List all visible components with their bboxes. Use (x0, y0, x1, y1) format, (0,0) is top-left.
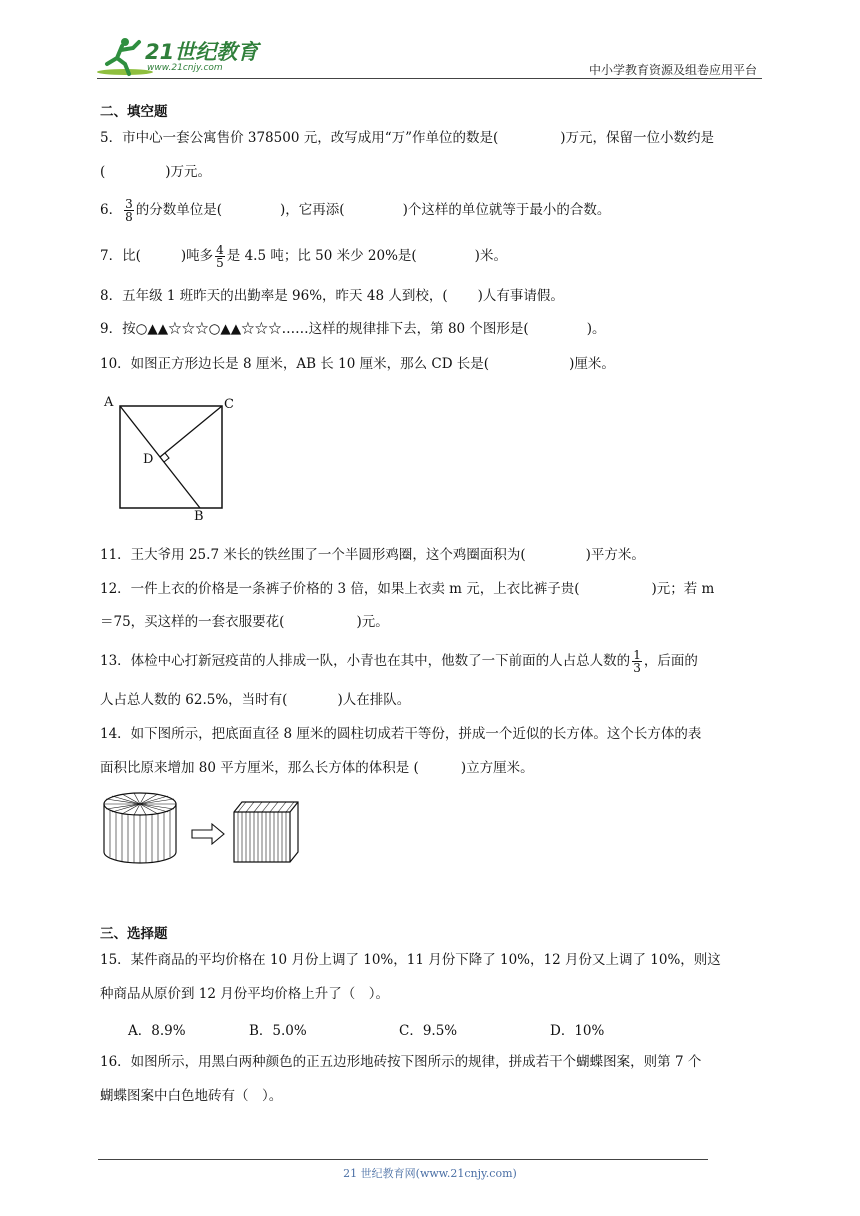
header-divider (97, 78, 762, 79)
q13-fraction (632, 649, 642, 674)
q5-text-d: )万元。 (165, 164, 212, 180)
question-11 (100, 545, 645, 565)
question-12-line2 (100, 612, 389, 632)
q14-text-a: 面积比原来增加 80 平方厘米，那么长方体的体积是 ( (100, 760, 419, 776)
q13-text-b: ，后面的 (643, 653, 698, 669)
q11-text-b: )平方米。 (585, 547, 645, 563)
q7-fraction (215, 244, 225, 269)
q9-text-b: )。 (586, 321, 606, 337)
q6-number: 6． (100, 202, 123, 218)
label-b: B (194, 509, 204, 524)
q7-text-a: 7．比( (100, 248, 141, 264)
q7-text-d: )米。 (474, 248, 507, 264)
q6-frac-numerator: 3 (125, 197, 133, 211)
q5-text-a: 5．市中心一套公寓售价 378500 元，改写成用“万”作单位的数是( (100, 130, 499, 146)
q7-frac-numerator: 4 (216, 243, 224, 257)
section-title-multiple-choice: 三、选择题 (100, 926, 168, 942)
platform-name: 中小学教育资源及组卷应用平台 (588, 63, 757, 77)
question-8 (100, 286, 564, 306)
option-c[interactable]: C．9.5% (399, 1023, 458, 1039)
q7-frac-denominator: 5 (216, 256, 224, 270)
label-a: A (104, 395, 114, 410)
question-9 (100, 319, 606, 339)
question-7 (100, 240, 507, 272)
q8-text-a: 8．五年级 1 班昨天的出勤率是 96%，昨天 48 人到校，( (100, 288, 448, 304)
q11-text-a: 11．王大爷用 25.7 米长的铁丝围了一个半圆形鸡圈，这个鸡圈面积为( (100, 547, 526, 563)
logo-url: www.21cnjy.com (147, 63, 223, 73)
label-d: D (143, 452, 154, 467)
q12-text-a: 12．一件上衣的价格是一条裤子价格的 3 倍，如果上衣卖 m 元，上衣比裤子贵( (100, 581, 580, 597)
square-figure (100, 392, 250, 527)
question-15-line1: 15．某件商品的平均价格在 10 月份上调了 10%，11 月份下降了 10%，12 月份又上调了 10%，则这 (100, 952, 721, 968)
q12-text-d: )元。 (356, 614, 389, 630)
question-13-line2 (100, 690, 410, 710)
question-6 (100, 194, 610, 226)
q12-text-b: )元；若 m (651, 581, 715, 597)
question-16-line1: 16．如图所示，用黑白两种颜色的正五边形地砖按下图所示的规律，拼成若干个蝴蝶图案，则第 7 个 (100, 1054, 702, 1070)
question-16-line2: 蝴蝶图案中白色地砖有（ ）。 (100, 1088, 283, 1104)
q13-frac-denominator: 3 (633, 661, 641, 675)
q13-text-a: 13．体检中心打新冠疫苗的人排成一队，小青也在其中，他数了一下前面的人占总人数的 (100, 653, 631, 669)
q12-text-c: ＝75，买这样的一套衣服要花( (100, 614, 285, 630)
q13-frac-numerator: 1 (633, 648, 641, 662)
q6-fraction (124, 198, 134, 223)
cuboid-shape (234, 802, 298, 862)
footer-divider (98, 1159, 708, 1160)
option-d[interactable]: D．10% (550, 1023, 605, 1039)
question-12-line1 (100, 579, 714, 599)
question-13-line1 (100, 644, 698, 678)
option-a[interactable]: A．8.9% (128, 1023, 186, 1039)
q9-text-a: 9．按○▲▲☆☆☆○▲▲☆☆☆……这样的规律排下去，第 80 个图形是( (100, 321, 529, 337)
q7-text-b: )吨多 (180, 248, 214, 264)
q14-text-b: )立方厘米。 (460, 760, 534, 776)
question-10 (100, 354, 615, 374)
q10-text-a: 10．如图正方形边长是 8 厘米，AB 长 10 厘米，那么 CD 长是( (100, 356, 490, 372)
question-5-line1 (100, 128, 714, 148)
q6-frac-denominator: 8 (125, 210, 133, 224)
footer-text[interactable]: 21 世纪教育网(www.21cnjy.com) (343, 1167, 517, 1180)
q13-text-d: )人在排队。 (337, 692, 411, 708)
q6-text-b: )，它再添( (280, 202, 345, 218)
arrow-shape (192, 824, 224, 844)
label-c: C (224, 397, 234, 412)
q10-text-b: )厘米。 (569, 356, 615, 372)
question-5-line2 (100, 162, 211, 182)
question-15-line2: 种商品从原价到 12 月份平均价格上升了（ ）。 (100, 986, 390, 1002)
site-logo (95, 34, 265, 78)
q5-text-b: )万元，保留一位小数约是 (560, 130, 715, 146)
question-14-line2 (100, 758, 534, 778)
section-title-fill-blank: 二、填空题 (100, 104, 168, 120)
q5-text-c: ( (100, 164, 106, 180)
question-14-line1: 14．如下图所示，把底面直径 8 厘米的圆柱切成若干等份，拼成一个近似的长方体。这个长方体的表 (100, 726, 702, 742)
cylinder-shape (104, 793, 176, 863)
q6-text-a: 的分数单位是( (135, 202, 223, 218)
logo-text: 21世纪教育 (145, 40, 259, 64)
cylinder-to-cuboid-figure (100, 790, 305, 868)
option-b[interactable]: B．5.0% (249, 1023, 307, 1039)
q6-text-c: )个这样的单位就等于最小的合数。 (402, 202, 611, 218)
q8-text-b: )人有事请假。 (477, 288, 564, 304)
q13-text-c: 人占总人数的 62.5%，当时有( (100, 692, 288, 708)
q7-text-c: 是 4.5 吨；比 50 米少 20%是( (226, 248, 417, 264)
